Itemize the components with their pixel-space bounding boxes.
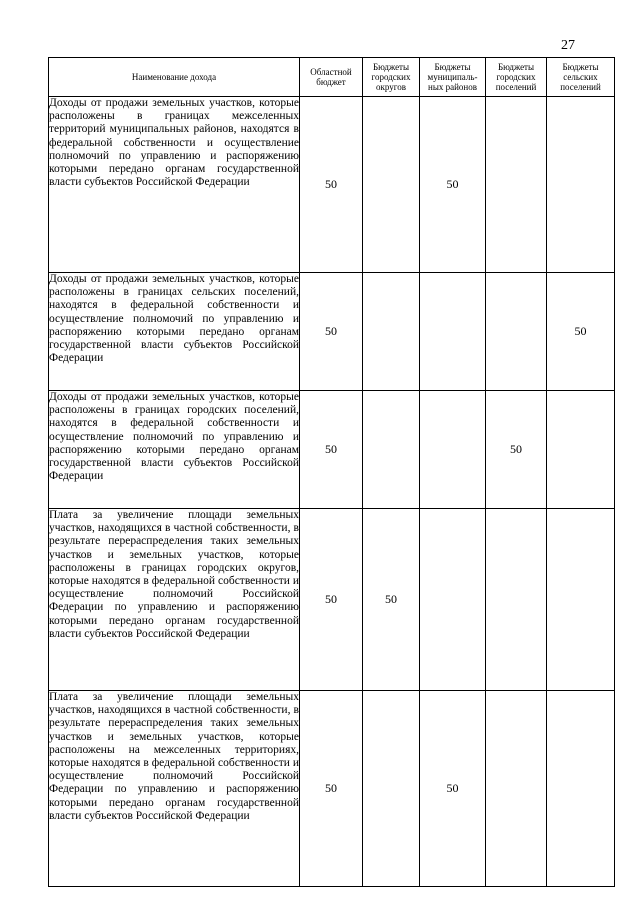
city-districts-cell [363, 97, 420, 273]
header-urban-settlements-budgets: Бюджеты городских поселений [486, 58, 547, 97]
header-regional-budget: Областной бюджет [300, 58, 363, 97]
header-municipal-districts-budgets: Бюджеты муниципаль-ных районов [420, 58, 486, 97]
municipal-districts-cell [420, 391, 486, 509]
rural-settlements-cell [547, 509, 615, 691]
header-rural-settlements-budgets: Бюджеты сельских поселений [547, 58, 615, 97]
city-districts-cell: 50 [363, 509, 420, 691]
table-row [49, 273, 615, 391]
regional-budget-cell: 50 [300, 691, 363, 887]
urban-settlements-cell [486, 97, 547, 273]
urban-settlements-cell [486, 509, 547, 691]
table-row [49, 509, 615, 691]
header-city-districts-budgets: Бюджеты городских округов [363, 58, 420, 97]
rural-settlements-cell [547, 391, 615, 509]
income-name-cell: Доходы от продажи земельных участков, которые расположены в границах городских поселений, находятся в федеральной собственности и осуществление полномочий по управлению и распоряжению которыми передано органам государственной власти субъектов Российской Федерации [49, 391, 300, 509]
regional-budget-cell: 50 [300, 273, 363, 391]
income-name-cell: Плата за увеличение площади земельных участков, находящихся в частной собственности, в результате перераспределения таких земельных участков и земельных участков, которые расположены в границах городских округов, которые находятся в федеральной собственности и осуществление полномочий Российской Федерации по управлению и распоряжению которыми передано органам государственной власти субъектов Российской Федерации [49, 509, 300, 691]
municipal-districts-cell [420, 273, 486, 391]
rural-settlements-cell [547, 97, 615, 273]
table-row [49, 391, 615, 509]
regional-budget-cell: 50 [300, 391, 363, 509]
urban-settlements-cell [486, 691, 547, 887]
income-name-cell: Доходы от продажи земельных участков, которые расположены в границах межселенных территорий муниципальных районов, находятся в федеральной собственности и осуществление полномочий по управлению и распоряжению которыми передано органам государственной власти субъектов Российской Федерации [49, 97, 300, 273]
header-income-name: Наименование дохода [49, 58, 300, 97]
income-name-cell: Плата за увеличение площади земельных участков, находящихся в частной собственности, в результате перераспределения таких земельных участков и земельных участков, которые расположены на межселенных территориях, которые находятся в федеральной собственности и осуществление полномочий Российской Федерации по управлению и распоряжению которыми передано органам государственной власти субъектов Российской Федерации [49, 691, 300, 887]
municipal-districts-cell [420, 509, 486, 691]
regional-budget-cell: 50 [300, 97, 363, 273]
income-distribution-table [48, 57, 615, 887]
table-row [49, 97, 615, 273]
rural-settlements-cell [547, 691, 615, 887]
city-districts-cell [363, 391, 420, 509]
header-row [49, 58, 615, 97]
page-number: 27 [561, 38, 575, 53]
city-districts-cell [363, 273, 420, 391]
urban-settlements-cell [486, 273, 547, 391]
urban-settlements-cell: 50 [486, 391, 547, 509]
income-name-cell: Доходы от продажи земельных участков, которые расположены в границах сельских поселений, находятся в федеральной собственности и осуществление полномочий по управлению и распоряжению которыми передано органам государственной власти субъектов Российской Федерации [49, 273, 300, 391]
table-row [49, 691, 615, 887]
regional-budget-cell: 50 [300, 509, 363, 691]
municipal-districts-cell: 50 [420, 691, 486, 887]
rural-settlements-cell: 50 [547, 273, 615, 391]
city-districts-cell [363, 691, 420, 887]
municipal-districts-cell: 50 [420, 97, 486, 273]
